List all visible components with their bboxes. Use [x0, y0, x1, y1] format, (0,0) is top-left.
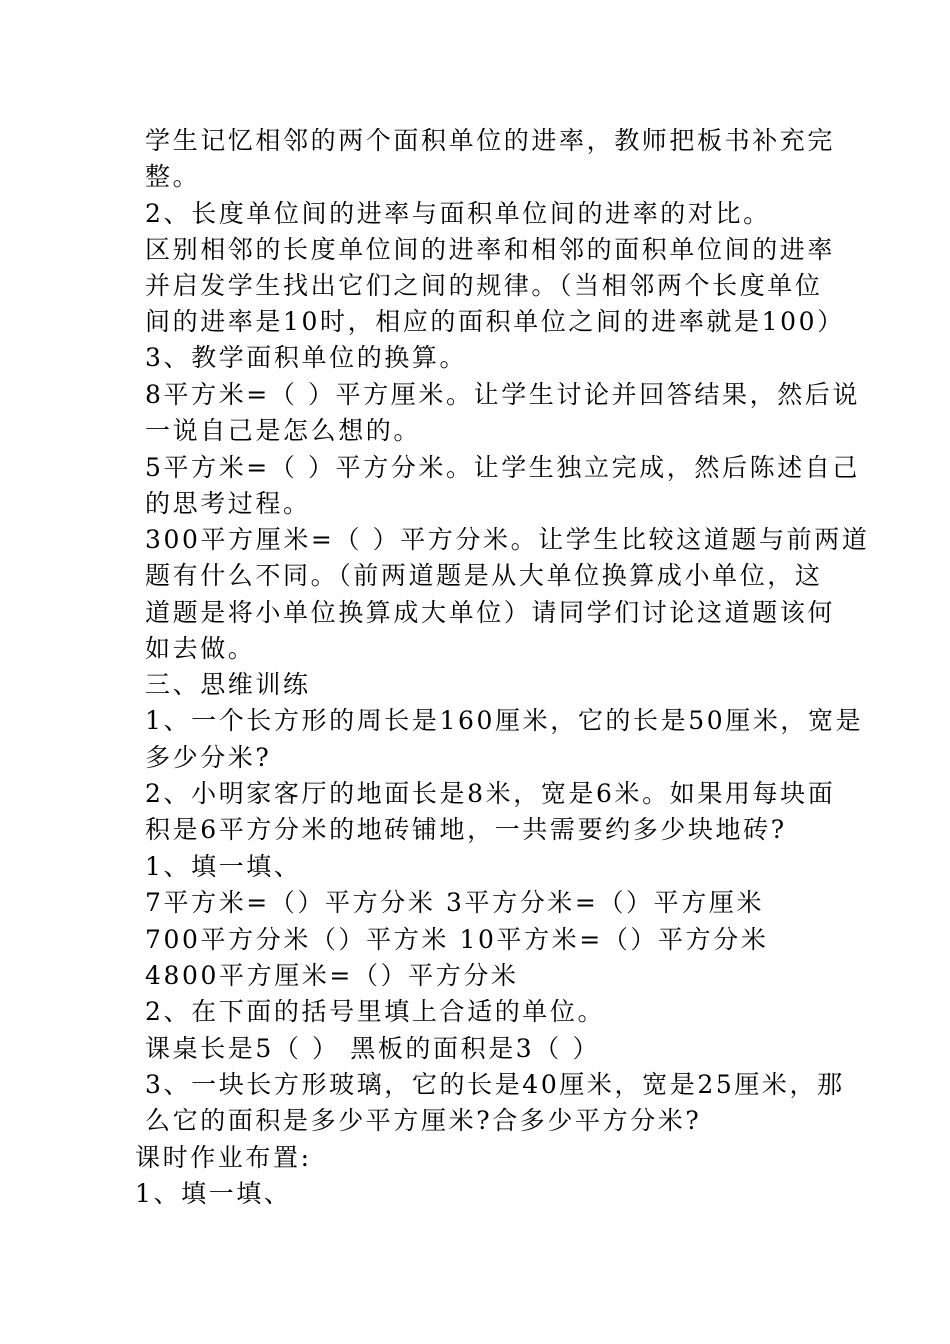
text-line: 的思考过程。 [145, 489, 311, 518]
text-line: 并启发学生找出它们之间的规律。（当相邻两个长度单位 [145, 271, 823, 300]
section-heading: 课时作业布置: [135, 1143, 312, 1172]
section-heading: 三、思维训练 [145, 670, 311, 699]
text-line: 4800平方厘米=（）平方分米 [145, 961, 519, 990]
text-line: 7平方米=（）平方分米 3平方分米=（）平方厘米 [145, 888, 765, 917]
text-line: 3、教学面积单位的换算。 [145, 343, 468, 372]
text-line: 多少分米? [145, 743, 272, 772]
text-line: 一说自己是怎么想的。 [145, 416, 422, 445]
text-line: 5平方米=（ ）平方分米。让学生独立完成，然后陈述自己 [145, 453, 861, 482]
text-line: 道题是将小单位换算成大单位）请同学们讨论这道题该何 [145, 598, 836, 627]
text-line: 积是6平方分米的地砖铺地，一共需要约多少块地砖? [145, 815, 787, 844]
text-line: 2、小明家客厅的地面长是8米，宽是6米。如果用每块面 [145, 779, 836, 808]
text-line: 700平方分米（）平方米 10平方米=（）平方分米 [145, 925, 769, 954]
text-line: 课桌长是5（ ） 黑板的面积是3（ ） [145, 1034, 601, 1063]
text-line: 学生记忆相邻的两个面积单位的进率，教师把板书补充完 [145, 126, 836, 155]
text-line: 题有什么不同。（前两道题是从大单位换算成小单位，这 [145, 561, 823, 590]
text-line: 1、一个长方形的周长是160厘米，它的长是50厘米，宽是 [145, 706, 864, 735]
text-line: 如去做。 [145, 634, 256, 663]
text-line: 8平方米=（ ）平方厘米。让学生讨论并回答结果，然后说 [145, 380, 861, 409]
text-line: 1、填一填、 [135, 1179, 292, 1208]
text-line: 区别相邻的长度单位间的进率和相邻的面积单位间的进率 [145, 235, 836, 264]
text-line: 300平方厘米=（ ）平方分米。让学生比较这道题与前两道 [145, 525, 870, 554]
text-line: 2、长度单位间的进率与面积单位间的进率的对比。 [145, 199, 771, 228]
text-line: 3、一块长方形玻璃，它的长是40厘米，宽是25厘米，那 [145, 1070, 845, 1099]
text-line: 1、填一填、 [145, 852, 302, 881]
text-line: 整。 [145, 162, 201, 191]
text-line: 2、在下面的括号里填上合适的单位。 [145, 997, 606, 1026]
text-line: 么它的面积是多少平方厘米?合多少平方分米? [145, 1106, 702, 1135]
text-line: 间的进率是10时，相应的面积单位之间的进率就是100） [145, 307, 845, 336]
